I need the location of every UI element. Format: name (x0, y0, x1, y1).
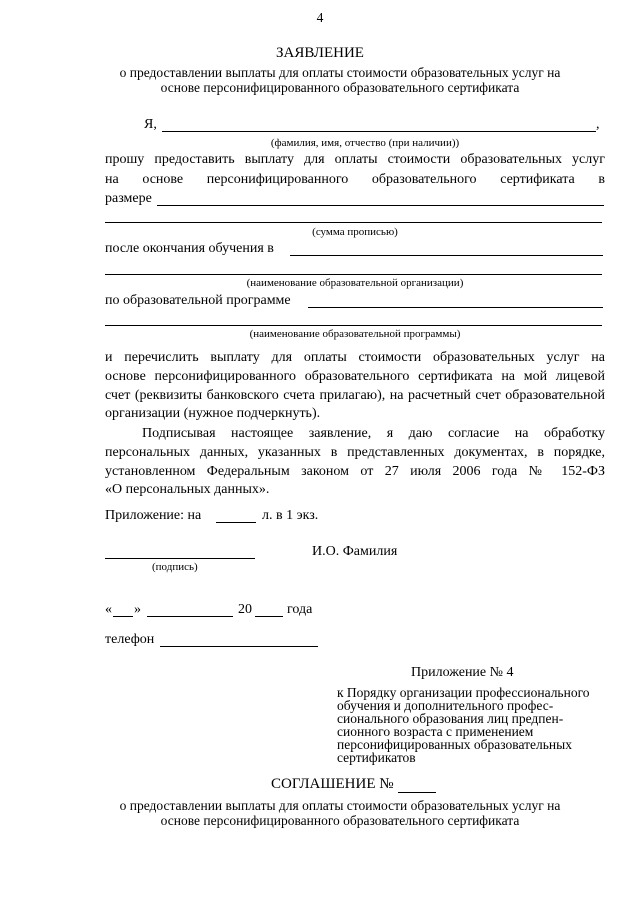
i-comma: , (596, 117, 600, 132)
appendix-title: Приложение № 4 (411, 665, 514, 680)
transfer-line3: счет (реквизиты банковского счета прилагаю), на расчетный счет образовательной (105, 388, 605, 403)
organization-field[interactable] (290, 255, 603, 256)
date-year-prefix: 20 (238, 602, 252, 617)
amount-field[interactable] (157, 205, 604, 206)
agreement-subtitle-line2: основе персонифицированного образовательного сертификата (160, 813, 520, 828)
after-training-label: после окончания обучения в (105, 241, 274, 256)
i-label: Я, (144, 117, 157, 132)
organization-caption: (наименование образовательной организации) (246, 277, 464, 289)
amount-label: размере (105, 191, 152, 206)
statement-subtitle-line2: основе персонифицированного образовательного сертификата (160, 80, 520, 95)
agreement-title: СОГЛАШЕНИЕ № (271, 776, 394, 792)
transfer-line1: и перечислить выплату для оплаты стоимости образовательных услуг на (105, 350, 605, 365)
date-close-quote: » (134, 602, 141, 617)
appendix-text-line2: обучения и дополнительного профес- (337, 698, 554, 713)
date-year-field[interactable] (255, 616, 283, 617)
date-open-quote: « (105, 602, 112, 617)
fio-caption: (фамилия, имя, отчество (при наличии)) (270, 137, 460, 149)
attachment-suffix: л. в 1 экз. (262, 508, 319, 523)
page-number: 4 (316, 10, 324, 25)
consent-line3: установленном Федеральным законом от 27 июля 2006 года № 152-ФЗ (105, 464, 605, 479)
transfer-line4: организации (нужное подчеркнуть). (105, 406, 321, 421)
program-label: по образовательной программе (105, 293, 291, 308)
signature-field[interactable] (105, 558, 255, 559)
signature-caption: (подпись) (152, 561, 198, 573)
appendix-text-line5: персонифицированных образовательных (337, 737, 572, 752)
consent-line1: Подписывая настоящее заявление, я даю согласие на обработку (142, 426, 605, 441)
date-year-suffix: года (287, 602, 313, 617)
phone-field[interactable] (160, 646, 318, 647)
amount-caption: (сумма прописью) (312, 226, 398, 238)
program-field-2[interactable] (105, 325, 602, 326)
request-line1: прошу предоставить выплату для оплаты стоимости образовательных услуг (105, 152, 605, 167)
appendix-text-line3: сионального образования лиц предпен- (337, 711, 564, 726)
signer-name: И.О. Фамилия (312, 544, 398, 559)
date-day-field[interactable] (113, 616, 133, 617)
request-line2: на основе персонифицированного образовательного сертификата в (105, 172, 605, 187)
statement-subtitle-line1: о предоставлении выплаты для оплаты стоимости образовательных услуг на (119, 65, 561, 80)
appendix-text-line6: сертификатов (337, 750, 416, 765)
agreement-number-field[interactable] (398, 792, 436, 793)
attachment-prefix: Приложение: на (105, 508, 202, 523)
transfer-line2: основе персонифицированного образовательного сертификата на мой лицевой (105, 369, 605, 384)
attachment-sheets-field[interactable] (216, 522, 256, 523)
statement-title: ЗАЯВЛЕНИЕ (276, 45, 364, 61)
phone-label: телефон (105, 632, 155, 647)
appendix-text-line1: к Порядку организации профессионального (337, 685, 590, 700)
agreement-subtitle-line1: о предоставлении выплаты для оплаты стоимости образовательных услуг на (119, 798, 561, 813)
consent-line4: «О персональных данных». (105, 482, 270, 497)
appendix-text-line4: сионного возраста с применением (337, 724, 534, 739)
organization-field-2[interactable] (105, 274, 602, 275)
fio-field[interactable] (162, 131, 596, 132)
date-month-field[interactable] (147, 616, 233, 617)
program-field[interactable] (308, 307, 603, 308)
consent-line2: персональных данных, указанных в представленных документах, в порядке, (105, 445, 605, 460)
amount-field-2[interactable] (105, 222, 602, 223)
program-caption: (наименование образовательной программы) (249, 328, 461, 340)
